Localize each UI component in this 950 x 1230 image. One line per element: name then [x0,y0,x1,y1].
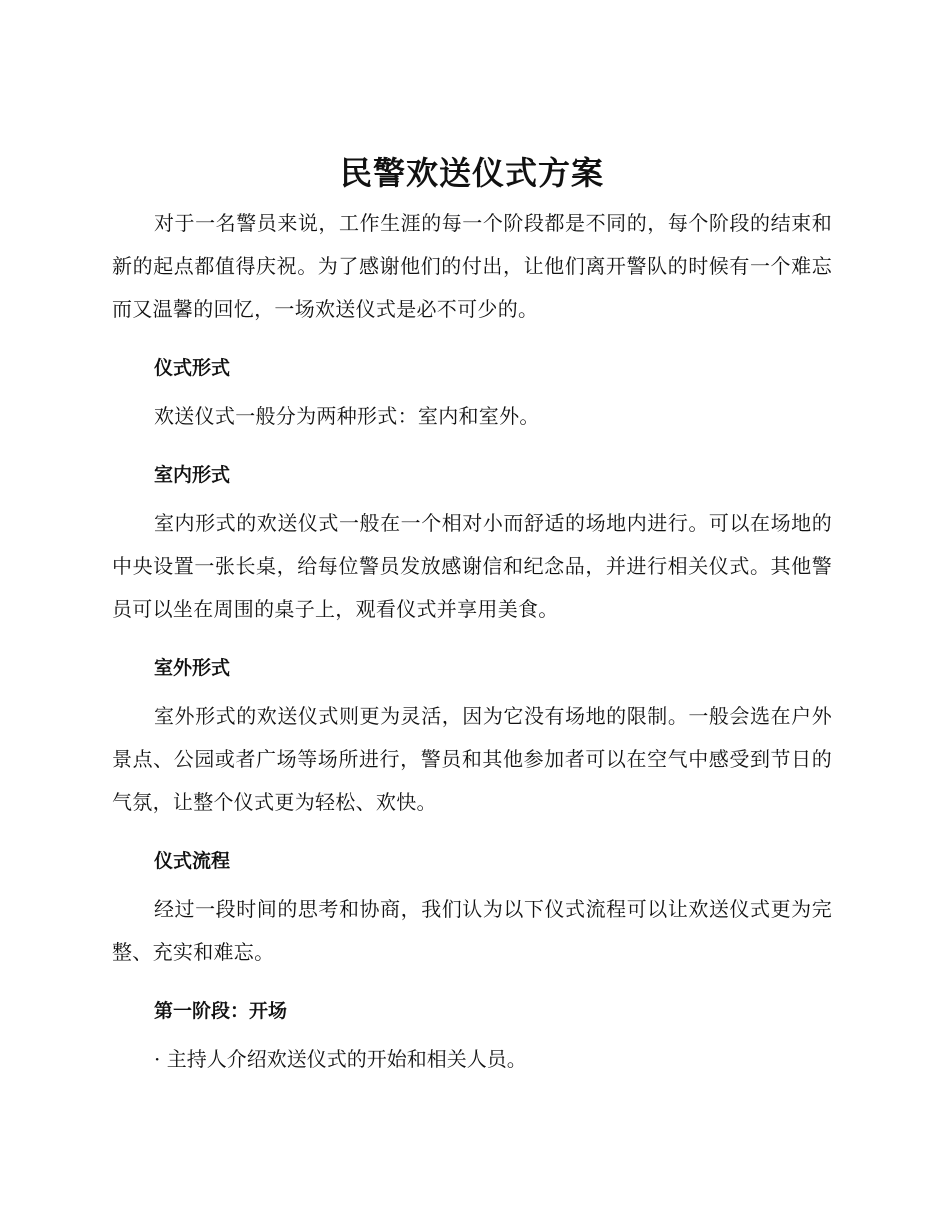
section-heading-form: 仪式形式 [154,357,231,379]
spacer [112,974,832,984]
spacer [112,331,832,341]
spacer [112,631,832,641]
section-heading-process: 仪式流程 [154,850,231,872]
document-page [112,150,832,1081]
section-text-indoor: 室内形式的欢送仪式一般在一个相对小而舒适的场地内进行。可以在场地的中央设置一张长桌，给每位警员发放感谢信和纪念品，并进行相关仪式。其他警员可以坐在周围的桌子上，观看仪式并享用美食。 [112,511,832,621]
section-heading-stage-one: 第一阶段：开场 [154,1000,288,1022]
section-heading-outdoor: 室外形式 [154,657,231,679]
list-item: · 主持人介绍欢送仪式的开始和相关人员。 [154,1047,527,1071]
spacer [112,824,832,834]
intro-paragraph: 对于一名警员来说，工作生涯的每一个阶段都是不同的，每个阶段的结束和新的起点都值得庆祝。为了感谢他们的付出，让他们离开警队的时候有一个难忘而又温馨的回忆，一场欢送仪式是必不可少的。 [112,211,832,321]
section-text-outdoor: 室外形式的欢送仪式则更为灵活，因为它没有场地的限制。一般会选在户外景点、公园或者广场等场所进行，警员和其他参加者可以在空气中感受到节日的气氛，让整个仪式更为轻松、欢快。 [112,704,832,814]
page-title: 民警欢送仪式方案 [339,154,604,192]
section-heading-indoor: 室内形式 [154,464,231,486]
section-text-process: 经过一段时间的思考和协商，我们认为以下仪式流程可以让欢送仪式更为完整、充实和难忘。 [112,897,832,964]
section-text-form: 欢送仪式一般分为两种形式：室内和室外。 [154,404,540,428]
spacer [112,438,832,448]
